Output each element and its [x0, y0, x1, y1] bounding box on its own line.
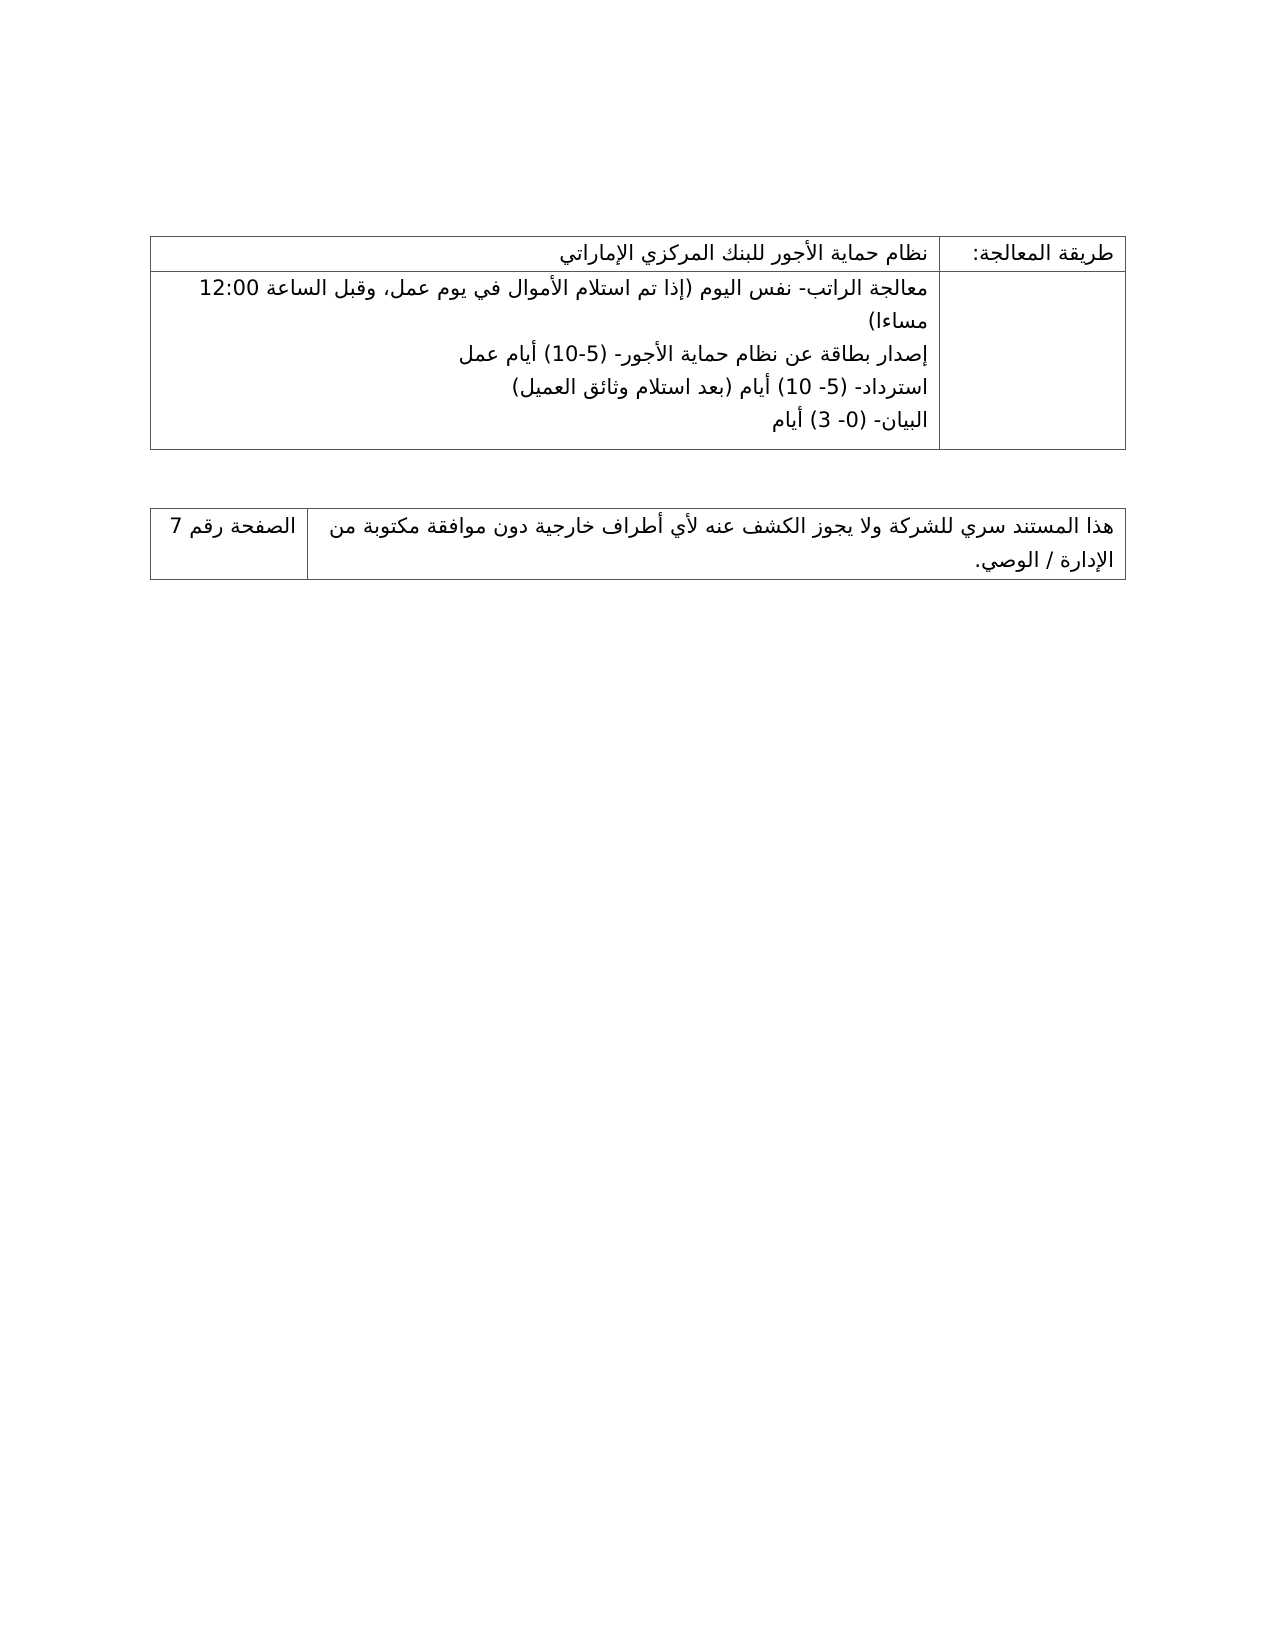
processing-header-row: [151, 237, 1126, 272]
footer-row: [151, 509, 1126, 580]
footer-table: [150, 508, 1126, 580]
empty-label-cell: [940, 272, 1126, 450]
confidentiality-notice: هذا المستند سري للشركة ولا يجوز الكشف عنه لأي أطراف خارجية دون موافقة مكتوبة من الإدارة / الوصي.: [308, 509, 1126, 580]
statement-line: البيان- (0- 3) أيام: [771, 408, 928, 432]
salary-processing-line: معالجة الراتب- نفس اليوم (إذا تم استلام الأموال في يوم عمل، وقبل الساعة 12:00 مساءا): [198, 276, 928, 333]
processing-method-table: [150, 236, 1126, 450]
card-issuance-line: إصدار بطاقة عن نظام حماية الأجور- (5-10) أيام عمل: [458, 342, 928, 366]
processing-details-row: [151, 272, 1126, 450]
processing-details-cell: [151, 272, 940, 450]
processing-method-label: طريقة المعالجة:: [940, 237, 1126, 272]
page-number: الصفحة رقم 7: [151, 509, 308, 580]
wage-protection-system-name: نظام حماية الأجور للبنك المركزي الإماراتي: [151, 237, 940, 272]
refund-line: استرداد- (5- 10) أيام (بعد استلام وثائق العميل): [511, 375, 928, 399]
